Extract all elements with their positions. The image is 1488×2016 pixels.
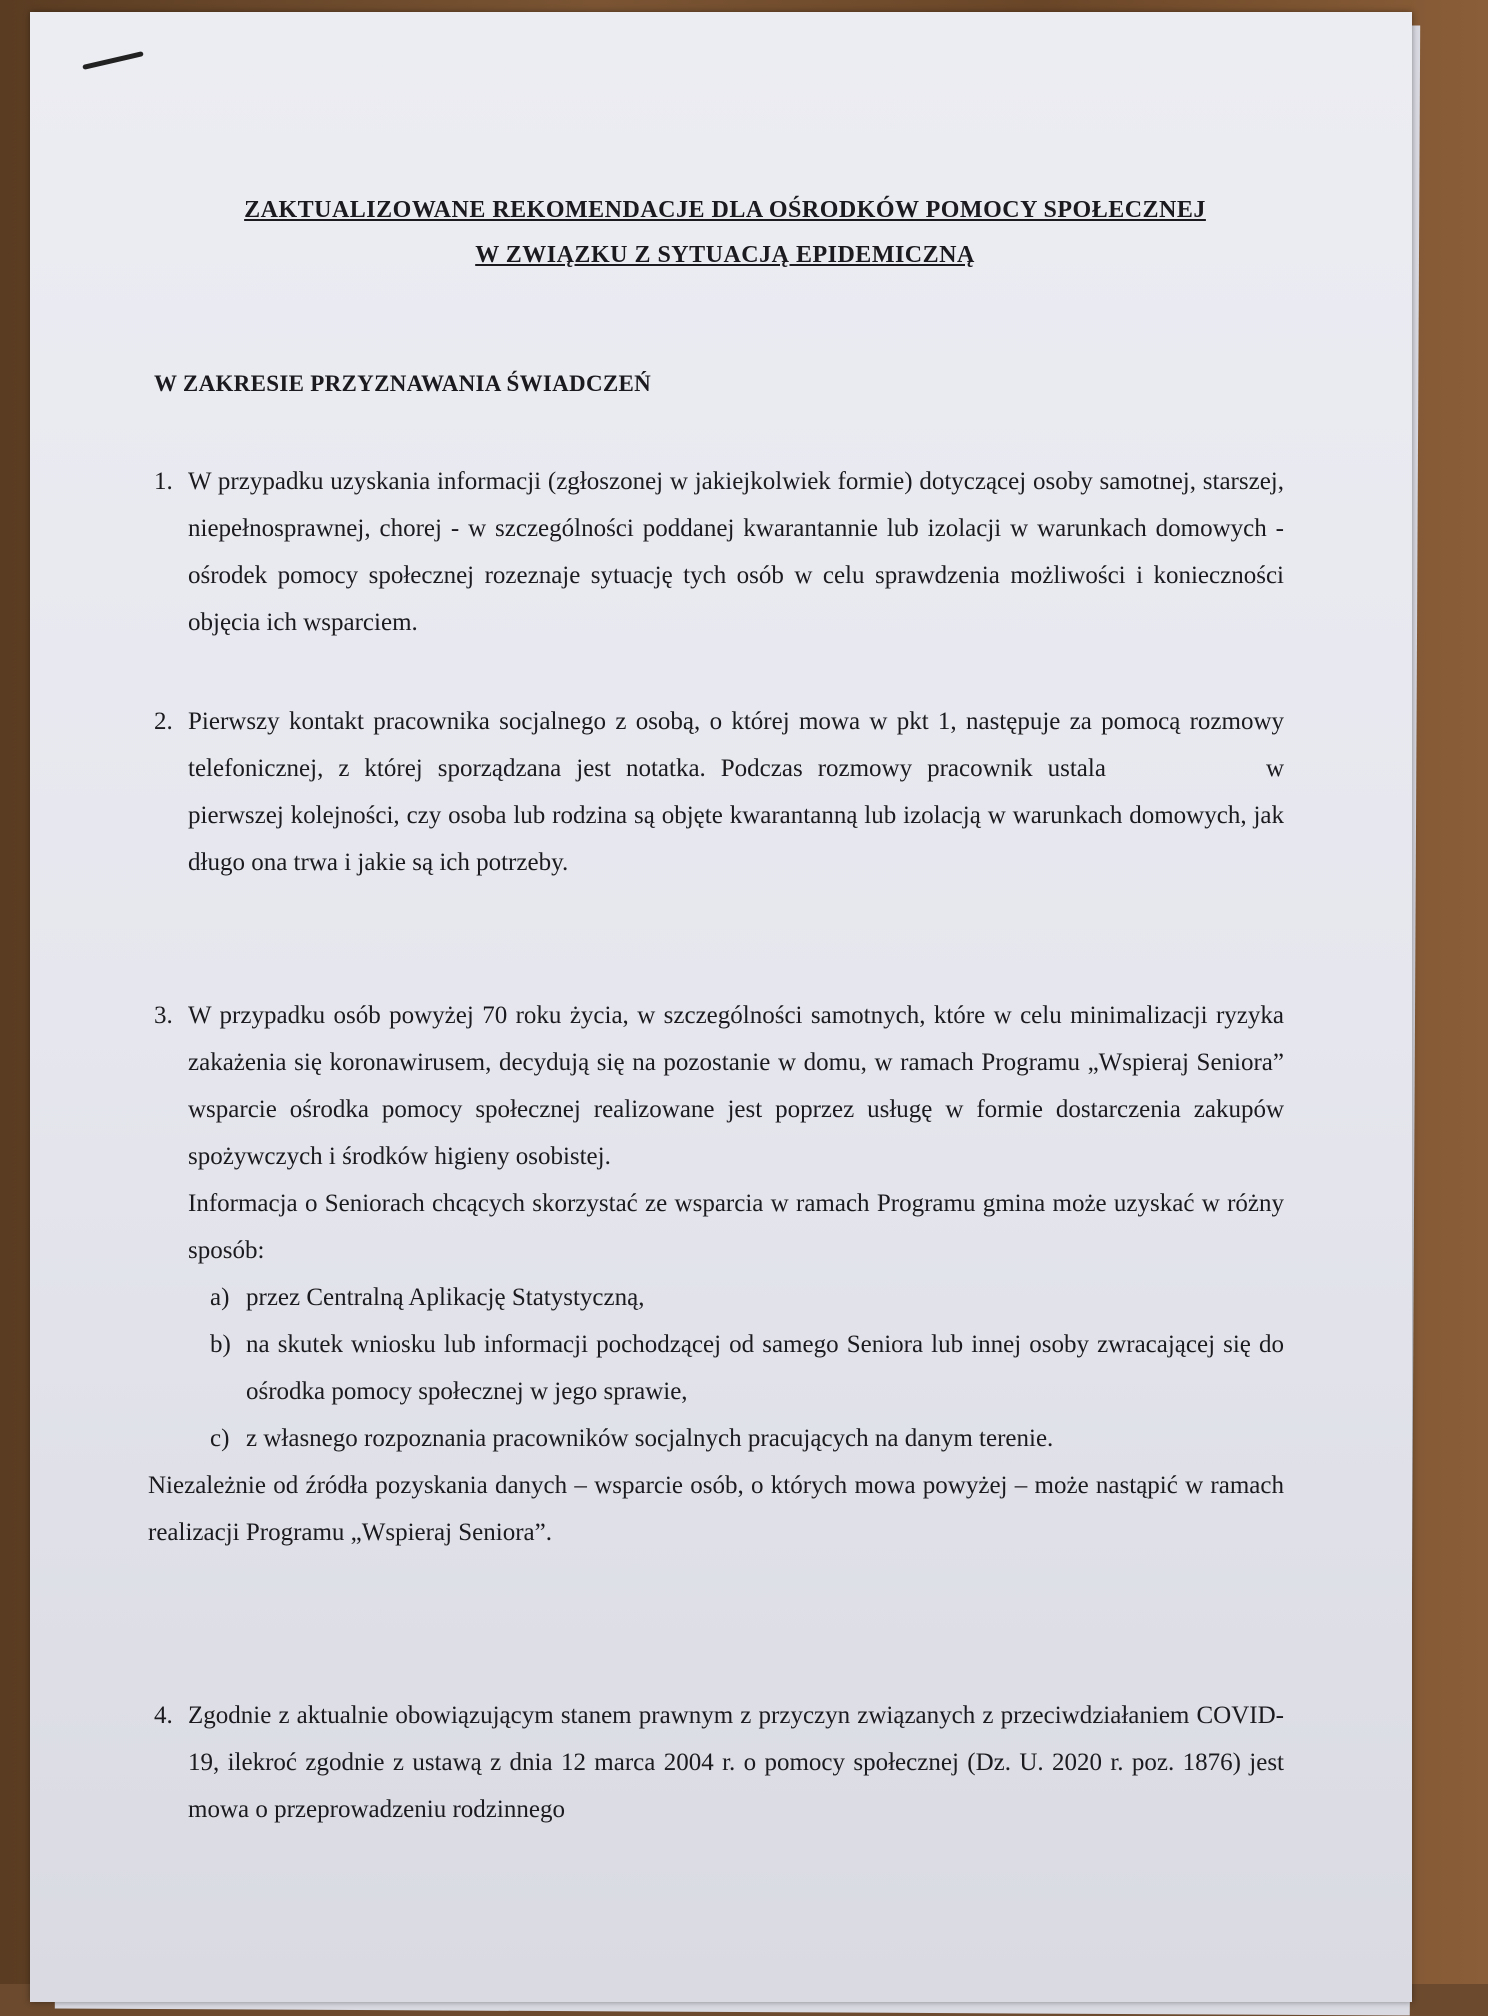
item-number: 4.: [154, 1702, 173, 1729]
subitem-c: [210, 1415, 1284, 1462]
title-line-1: ZAKTUALIZOWANE REKOMENDACJE DLA OŚRODKÓW POMOCY SPOŁECZNEJ: [244, 197, 1206, 223]
subitem-text: z własnego rozpoznania pracowników socjalnych pracujących na danym terenie.: [246, 1425, 1054, 1452]
item-info: Informacja o Seniorach chcących skorzystać ze wsparcia w ramach Programu gmina może uzyskać w różny sposób:: [188, 1190, 1284, 1264]
subitem-text: na skutek wniosku lub informacji pochodzącej od samego Seniora lub innej osoby zwracającej się do ośrodka pomocy społecznej w jego sprawie,: [246, 1331, 1284, 1405]
document-title: [130, 188, 1320, 278]
item-number: 1.: [154, 468, 173, 495]
item-text: Zgodnie z aktualnie obowiązującym stanem prawnym z przyczyn związanych z przeciwdziałaniem COVID-19, ilekroć zgodnie z ustawą z dnia 12 marca 2004 r. o pomocy społecznej (Dz. U. 2020 r. poz. 1876) jest mowa o przeprowadzeniu rodzinnego: [188, 1702, 1284, 1823]
document-page: [30, 12, 1412, 2002]
item-number: 2.: [154, 708, 173, 735]
list-item-2: [154, 698, 1284, 886]
list-item-4: [154, 1692, 1284, 1833]
list-item-3: [148, 992, 1284, 1556]
item-text-part-2: w pierwszej kolejności, czy osoba lub rodzina są objęte kwarantanną lub izolacją w warunkach domowych, jak długo ona trwa i jakie są ich potrzeby.: [188, 755, 1284, 876]
item-number: 3.: [154, 1002, 173, 1029]
subitem-label: a): [210, 1284, 230, 1311]
pen-mark: [82, 51, 144, 70]
subitem-label: b): [210, 1331, 231, 1358]
item-text: W przypadku osób powyżej 70 roku życia, w szczególności samotnych, które w celu minimalizacji ryzyka zakażenia się koronawirusem, decydują się na pozostanie w domu, w ramach Programu „Wspieraj Seniora” wsparcie ośrodka pomocy społecznej realizowane jest poprzez usługę w formie dostarczenia zakupów spożywczych i środków higieny osobistej.: [188, 1002, 1284, 1170]
item-text: [188, 698, 1284, 886]
item-closing: Niezależnie od źródła pozyskania danych – wsparcie osób, o których mowa powyżej – może nastąpić w ramach realizacji Programu „Wspieraj Seniora”.: [148, 1472, 1284, 1546]
section-heading: W ZAKRESIE PRZYZNAWANIA ŚWIADCZEŃ: [154, 371, 652, 396]
item-text: W przypadku uzyskania informacji (zgłoszonej w jakiejkolwiek formie) dotyczącej osoby samotnej, starszej, niepełnosprawnej, chorej - w szczególności poddanej kwarantannie lub izolacji w warunkach domowych - ośrodek pomocy społecznej rozeznaje sytuację tych osób w celu sprawdzenia możliwości i konieczności objęcia ich wsparciem.: [188, 468, 1284, 636]
subitem-b: [210, 1321, 1284, 1415]
list-item-1: [154, 458, 1284, 646]
item-text-part-1: Pierwszy kontakt pracownika socjalnego z osobą, o której mowa w pkt 1, następuje za pomocą rozmowy telefonicznej, z której sporządzana jest notatka. Podczas rozmowy pracownik ustala: [188, 708, 1284, 782]
subitem-a: [210, 1274, 1284, 1321]
title-line-2: W ZWIĄZKU Z SYTUACJĄ EPIDEMICZNĄ: [475, 242, 975, 268]
subitem-text: przez Centralną Aplikację Statystyczną,: [246, 1284, 645, 1311]
subitem-label: c): [210, 1425, 230, 1452]
